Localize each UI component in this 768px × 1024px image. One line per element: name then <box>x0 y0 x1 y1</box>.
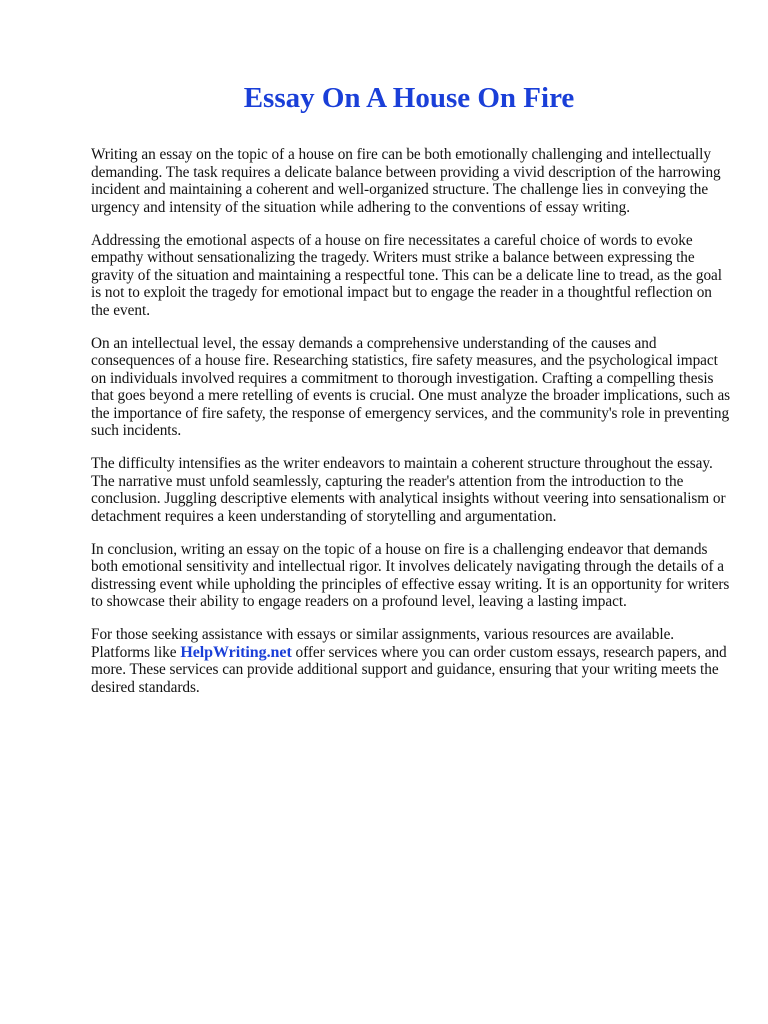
paragraph-6 <box>91 626 733 696</box>
paragraph-6-trailing-text: offer services where you can order custom essays, research papers, and more. These services can provide additional support and guidance, ensuring that your writing meets the desired standards. <box>91 643 727 696</box>
paragraph-6-lead-text: For those seeking assistance with essays or similar assignments, various resources are available. Platforms like <box>91 626 675 661</box>
essay-body <box>91 146 733 712</box>
paragraph-4: The difficulty intensifies as the writer endeavors to maintain a coherent structure throughout the essay. The narrative must unfold seamlessly, capturing the reader's attention from the introduction to the conclusion. Juggling descriptive elements with analytical insights without veering into sensationalism or detachment requires a keen understanding of storytelling and argumentation. <box>91 455 726 525</box>
helpwriting-link[interactable]: HelpWriting.net <box>180 643 292 661</box>
paragraph-1: Writing an essay on the topic of a house on fire can be both emotionally challenging and intellectually demanding. The task requires a delicate balance between providing a vivid description of the harrowing incident and maintaining a coherent and well-organized structure. The challenge lies in conveying the urgency and intensity of the situation while adhering to the conventions of essay writing. <box>91 146 721 216</box>
page-title: Essay On A House On Fire <box>243 82 575 114</box>
paragraph-2: Addressing the emotional aspects of a house on fire necessitates a careful choice of words to evoke empathy without sensationalizing the tragedy. Writers must strike a balance between expressing the gravity of the situation and maintaining a respectful tone. This can be a delicate line to tread, as the goal is not to exploit the tragedy for emotional impact but to engage the reader in a thoughtful reflection on the event. <box>91 231 723 319</box>
paragraph-3: On an intellectual level, the essay demands a comprehensive understanding of the causes and consequences of a house fire. Researching statistics, fire safety measures, and the psychological impact on individuals involved requires a commitment to thorough investigation. Crafting a compelling thesis that goes beyond a mere retelling of events is crucial. One must analyze the broader implications, such as the importance of fire safety, the response of emergency services, and the community's role in preventing such incidents. <box>91 334 731 439</box>
paragraph-5: In conclusion, writing an essay on the topic of a house on fire is a challenging endeavor that demands both emotional sensitivity and intellectual rigor. It involves delicately navigating through the details of a distressing event while upholding the principles of effective essay writing. It is an opportunity for writers to showcase their ability to engage readers on a profound level, leaving a lasting impact. <box>91 540 730 610</box>
